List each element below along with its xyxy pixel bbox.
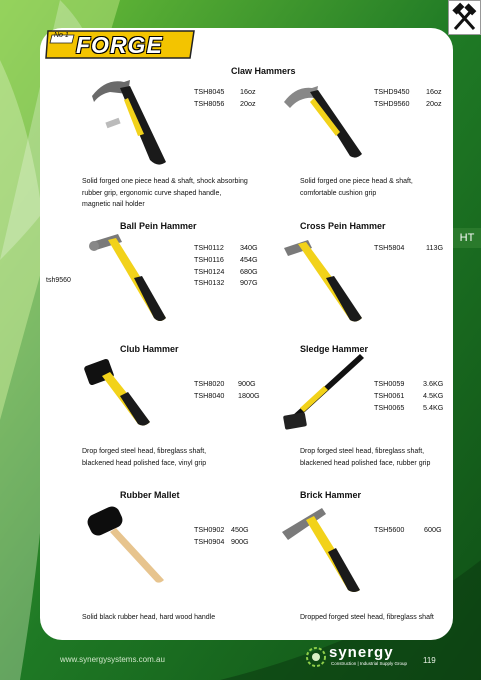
desc-line: Drop forged steel head, fibreglass shaft, <box>300 448 425 455</box>
product-code: TSH0132 <box>194 278 225 288</box>
club-hammer-image <box>84 356 156 430</box>
product-weight: 340G <box>240 243 258 252</box>
desc-line: Solid forged one piece head & shaft, <box>300 178 413 185</box>
title-brick-hammer: Brick Hammer <box>300 490 362 500</box>
codes-sledge <box>374 378 404 413</box>
synergy-brand <box>305 646 415 668</box>
desc-line: Dropped forged steel head, fibreglass shaft <box>300 614 434 621</box>
codes-club <box>194 378 224 402</box>
product-weight: 16oz <box>240 87 256 96</box>
forge-logo-text <box>44 29 196 60</box>
desc-line: Solid black rubber head, hard wood handle <box>82 614 216 621</box>
codes-rubber-mallet <box>194 524 224 548</box>
product-code: TSH8020 <box>194 379 225 388</box>
desc-club <box>82 446 206 469</box>
weights-ball-pein <box>240 242 258 289</box>
page-number: 119 <box>423 656 436 665</box>
product-code: TSH5804 <box>374 243 405 252</box>
product-code: TSH0059 <box>374 379 405 388</box>
product-weight: 113G <box>426 243 444 252</box>
desc-sledge <box>300 446 430 469</box>
product-weight: 20oz <box>426 98 442 108</box>
title-cross-pein-hammer: Cross Pein Hammer <box>300 221 386 231</box>
product-code: TSHD9450 <box>374 87 410 96</box>
codes-claw-left <box>194 86 224 110</box>
claw-hammer-image-left <box>86 76 182 168</box>
product-weight: 600G <box>424 525 442 534</box>
title-ball-pein-hammer: Ball Pein Hammer <box>120 221 197 231</box>
product-weight: 454G <box>240 254 258 264</box>
brick-hammer-image <box>278 506 368 596</box>
product-weight: 900G <box>231 536 249 546</box>
logo-word: FORGE <box>76 32 163 58</box>
claw-hammer-image-right <box>282 80 368 162</box>
logo-tag: No 1 <box>54 32 69 39</box>
product-code: TSH8056 <box>194 98 225 108</box>
weights-cross-pein <box>426 242 443 254</box>
product-weight: 20oz <box>240 98 256 108</box>
product-weight: 3.6KG <box>423 379 444 388</box>
weights-club <box>238 378 260 402</box>
desc-claw-right <box>300 176 413 199</box>
desc-claw-left <box>82 176 248 211</box>
product-weight: 900G <box>238 379 256 388</box>
title-sledge-hammer: Sledge Hammer <box>300 344 369 354</box>
section-tab-ht[interactable]: HT <box>453 228 481 248</box>
product-code: TSH8045 <box>194 87 225 96</box>
weights-brick <box>424 524 442 536</box>
weights-rubber-mallet <box>231 524 249 548</box>
desc-line: blackened head polished face, rubber grip <box>300 459 431 467</box>
codes-claw-right <box>374 86 410 110</box>
ball-pein-hammer-image <box>88 230 174 326</box>
product-weight: 4.5KG <box>423 390 444 400</box>
weights-claw-left <box>240 86 256 110</box>
product-code: TSHD9560 <box>374 98 410 108</box>
product-code: TSH0061 <box>374 390 405 400</box>
desc-line: blackened head polished face, vinyl grip <box>82 459 207 467</box>
product-weight: 16oz <box>426 87 442 96</box>
title-club-hammer: Club Hammer <box>120 344 179 354</box>
hammer-tools-icon <box>448 0 481 35</box>
product-code: TSH8040 <box>194 390 225 400</box>
product-code: TSH0065 <box>374 402 405 412</box>
product-weight: 5.4KG <box>423 402 444 412</box>
title-rubber-mallet: Rubber Mallet <box>120 490 180 500</box>
desc-brick <box>300 612 434 624</box>
cross-pein-hammer-image <box>282 234 368 326</box>
synergy-logo-icon <box>305 646 327 668</box>
desc-line: Solid forged one piece head & shaft, shock absorbing <box>82 178 248 185</box>
product-code: TSH0116 <box>194 254 224 264</box>
desc-line: Drop forged steel head, fibreglass shaft, <box>82 448 207 455</box>
weights-claw-right <box>426 86 442 110</box>
desc-line: comfortable cushion grip <box>300 189 377 197</box>
brand-name: synergy <box>329 644 394 661</box>
title-claw-hammers: Claw Hammers <box>231 66 296 76</box>
product-weight: 680G <box>240 266 258 276</box>
product-weight: 450G <box>231 525 249 534</box>
codes-brick <box>374 524 404 536</box>
sledge-hammer-image <box>282 352 368 436</box>
product-code: TSH0902 <box>194 525 225 534</box>
brand-subtitle: Construction | Industrial Supply Group <box>331 661 407 666</box>
product-code: TSH0112 <box>194 243 224 252</box>
codes-cross-pein <box>374 242 404 254</box>
desc-line: magnetic nail holder <box>82 201 145 208</box>
footer-url[interactable]: www.synergysystems.com.au <box>60 655 165 664</box>
weights-sledge <box>423 378 443 413</box>
product-code: TSH0904 <box>194 536 225 546</box>
desc-rubber-mallet <box>82 612 215 624</box>
desc-line: rubber grip, ergonomic curve shaped handle, <box>82 189 222 197</box>
product-weight: 1800G <box>238 390 260 400</box>
codes-ball-pein <box>194 242 224 289</box>
rubber-mallet-image <box>84 504 170 586</box>
product-code: TSH5600 <box>374 525 405 534</box>
product-weight: 907G <box>240 278 258 288</box>
product-code: TSH0124 <box>194 266 225 276</box>
stray-code: tsh9560 <box>46 277 71 284</box>
